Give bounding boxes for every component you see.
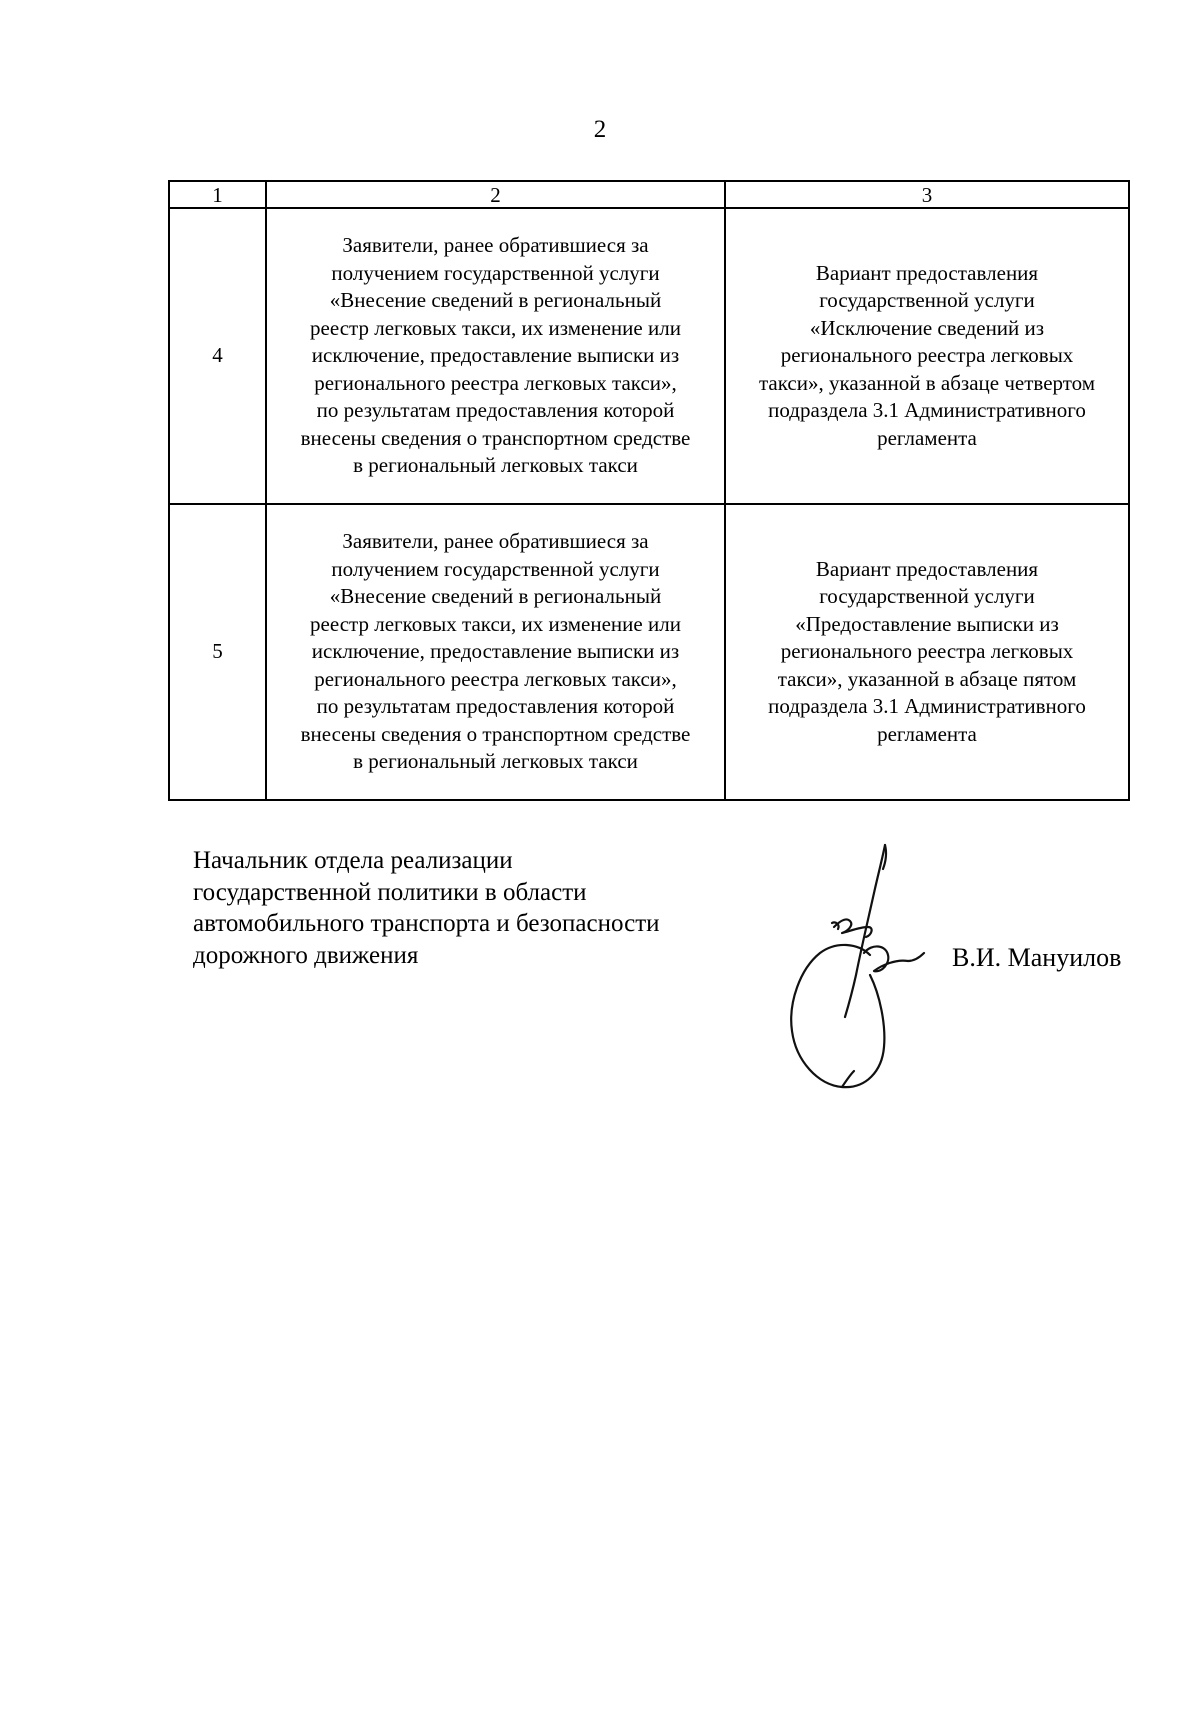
variant-cell: Вариант предоставления государственной услуги «Предоставление выписки из регионального реестра легковых такси», указанной в абзаце пятом подраздела 3.1 Административного регламента [725, 504, 1129, 800]
row-number-cell: 5 [169, 504, 266, 800]
row-number-cell: 4 [169, 208, 266, 504]
variant-cell: Вариант предоставления государственной услуги «Исключение сведений из регионального реестра легковых такси», указанной в абзаце четвертом подраздела 3.1 Административного регламента [725, 208, 1129, 504]
position-line: дорожного движения [193, 941, 419, 969]
table-header-cell: 2 [266, 181, 725, 208]
signatory-position [193, 845, 660, 971]
table-row [169, 504, 1129, 800]
table-header-cell: 3 [725, 181, 1129, 208]
document-table [168, 180, 1130, 801]
page-number: 2 [593, 116, 607, 143]
handwritten-signature-icon [770, 835, 940, 1095]
position-line: государственной политики в области [193, 878, 587, 906]
applicants-cell: Заявители, ранее обратившиеся за получением государственной услуги «Внесение сведений в региональный реестр легковых такси, их изменение или исключение, предоставление выписки из регионального реестра легковых такси», по результатам предоставления которой внесены сведения о транспортном средстве в региональный легковых такси [266, 208, 725, 504]
position-line: Начальник отдела реализации [193, 847, 513, 874]
table-header-row [169, 181, 1129, 208]
applicants-cell: Заявители, ранее обратившиеся за получением государственной услуги «Внесение сведений в региональный реестр легковых такси, их изменение или исключение, предоставление выписки из регионального реестра легковых такси», по результатам предоставления которой внесены сведения о транспортном средстве в региональный легковых такси [266, 504, 725, 800]
table-header-cell: 1 [169, 181, 266, 208]
table-row [169, 208, 1129, 504]
signatory-name: В.И. Мануилов [952, 943, 1122, 972]
position-line: автомобильного транспорта и безопасности [193, 910, 660, 937]
